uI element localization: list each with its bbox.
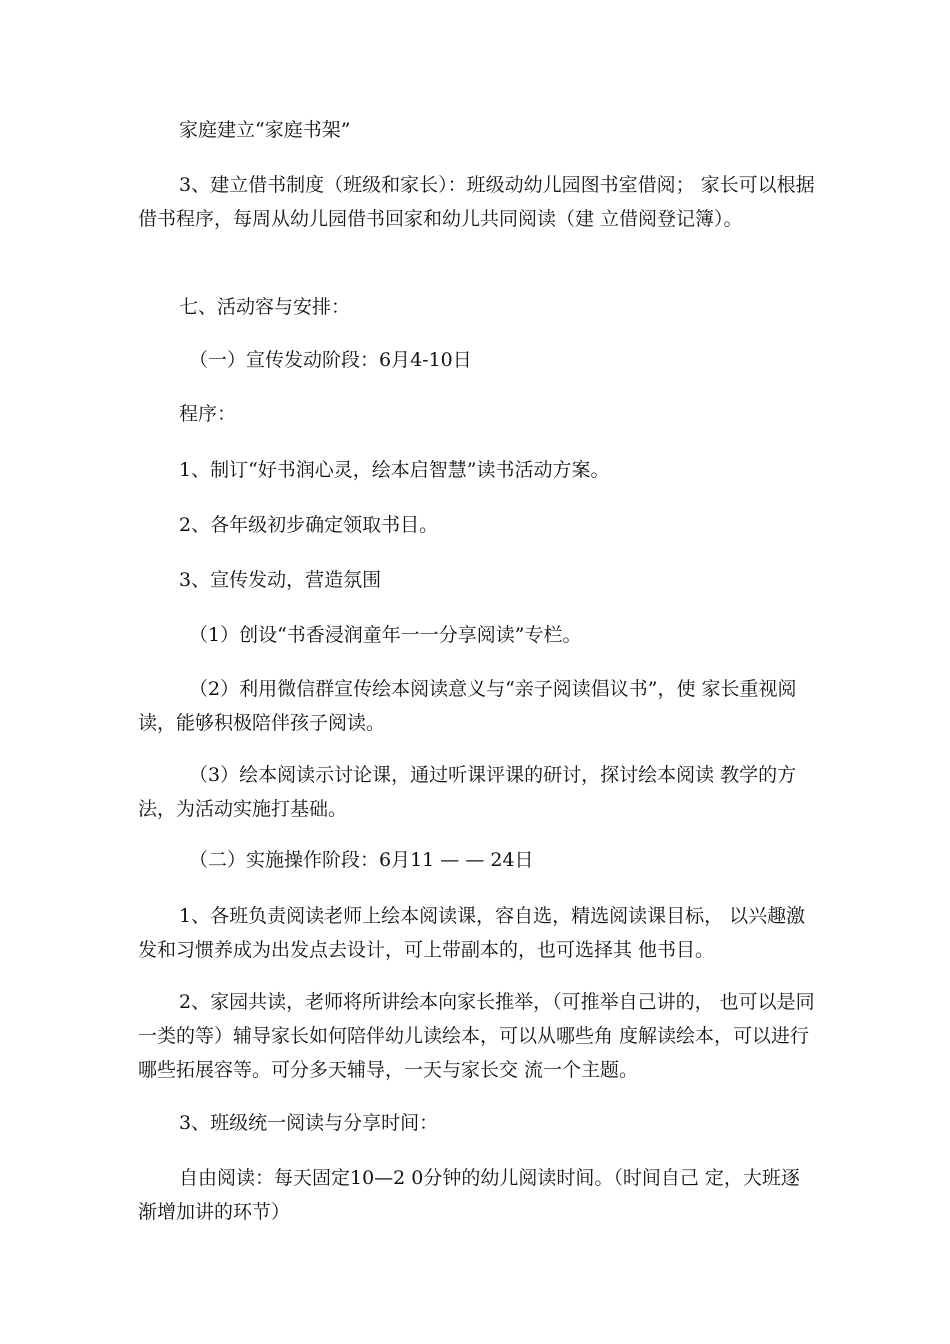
paragraph-step-3: 3、宣传发动，营造氛围 — [179, 569, 382, 591]
paragraph-implementation-3: 3、班级统一阅读与分享时间： — [179, 1112, 439, 1134]
heading-implementation-stage: （二）实施操作阶段：6月11 — — 24日 — [189, 849, 534, 871]
paragraph-procedure: 程序： — [179, 403, 237, 425]
paragraph-item-3: （3）绘本阅读示讨论课，通过听课评课的研讨，探讨绘本阅读 教学的方法，为活动实施打基础。 — [138, 764, 797, 820]
paragraph-implementation-2: 2、家园共读，老师将所讲绘本向家长推举，（可推举自己讲的， 也可以是同一类的等）辅导家长如何陪伴幼儿读绘本，可以从哪些角 度解读绘本，可以进行哪些拓展容等。可分多天辅导，一天与家长交 流一个主题。 — [138, 991, 815, 1081]
paragraph-step-1: 1、制订“好书润心灵，绘本启智慧”读书活动方案。 — [179, 459, 610, 481]
heading-promotion-stage: （一）宣传发动阶段：6月4-10日 — [189, 349, 472, 371]
paragraph-item-2: （2）利用微信群宣传绘本阅读意义与“亲子阅读倡议书”，使 家长重视阅读，能够积极陪伴孩子阅读。 — [138, 678, 797, 734]
paragraph-item-1: （1）创设“书香浸润童年一一分享阅读”专栏。 — [189, 624, 582, 646]
paragraph-borrowing-system: 3、建立借书制度（班级和家长）：班级动幼儿园图书室借阅； 家长可以根据借书程序，每周从幼儿园借书回家和幼儿共同阅读（建 立借阅登记簿）。 — [138, 174, 815, 230]
paragraph-step-2: 2、各年级初步确定领取书目。 — [179, 514, 439, 536]
paragraph-implementation-1: 1、各班负责阅读老师上绘本阅读课，容自选，精选阅读课目标， 以兴趣激发和习惯养成为出发点去设计，可上带副本的，也可选择其 他书目。 — [138, 905, 806, 961]
heading-activity-arrangement: 七、活动容与安排： — [179, 296, 351, 318]
paragraph-home-bookshelf: 家庭建立“家庭书架” — [179, 119, 351, 141]
paragraph-free-reading: 自由阅读：每天固定10—2 0分钟的幼儿阅读时间。（时间自己 定，大班逐渐增加讲的环节） — [138, 1167, 800, 1223]
